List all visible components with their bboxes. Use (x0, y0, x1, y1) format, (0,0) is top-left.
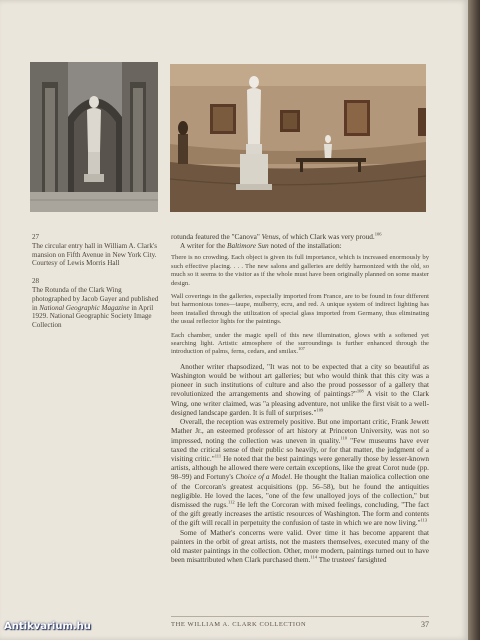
italic-text: Choice of a Model (235, 472, 291, 482)
caption-number: 28 (32, 277, 40, 286)
paragraph (171, 232, 429, 241)
text: Another writer rhapsodized, "It was not to be expected that a city so beautiful as Washington would be without art galleries; but who would think that this city was a pioneer in such institutions of culture and also the proud possessor of a gallery that revolutionized the arrangements and showing of paintings?" (171, 361, 429, 399)
running-title: THE WILLIAM A. CLARK COLLECTION (171, 621, 307, 628)
paragraph (171, 362, 429, 417)
footnote-ref: 114 (310, 554, 318, 560)
text: He noted that the best paintings were generally those by lesser-known artists, although he allowed there were certain exceptions, like the great Corot nude (pp. 98–99) and Fortuny's (171, 453, 430, 482)
footnote-ref: 108 (356, 389, 364, 395)
text: rotunda featured the "Canova" (171, 232, 262, 241)
text: He left the Corcoran with mixed feelings, concluding, "The fact of the gift greatly increases the artistic resources of Washington. The form and contents of the gift will recall in perpetuity the confusion of taste in which we are now living." (171, 499, 429, 528)
caption-text-end: in April 1929. National Geographic Society Image Collection (32, 303, 154, 330)
text: The trustees' farsighted (317, 555, 387, 565)
page-number: 37 (421, 620, 429, 629)
block-quote: There is no crowding. Each object is given its full importance, which is increased enormously by such effective placing. . . . The new salons and galleries are deftly harmonized with the old, so much so it seems to the visitor as if the whole must have been originally planned on some master design. (171, 254, 429, 287)
text: , of which Clark was very proud. (278, 232, 375, 241)
footnote-ref: 109 (316, 407, 324, 413)
footnote-ref: 112 (227, 499, 235, 505)
caption-italic: National Geographic Magazine (39, 303, 130, 312)
body-text (171, 232, 429, 564)
text: "Few museums have ever taxed the critical sense of their public so heavily, or for that matter, the judgment of a visiting critic." (171, 435, 429, 463)
italic-text: Venus (261, 232, 279, 241)
caption-28 (32, 277, 162, 330)
paragraph (171, 417, 429, 527)
caption-text: The circular entry hall in William A. Clark's mansion on Fifth Avenue in New York City. Courtesy of Lewis Morris Hall (32, 241, 157, 268)
text: noted of the installation: (268, 241, 342, 251)
footnote-ref: 113 (420, 517, 428, 523)
text: Overall, the reception was extremely positive. But one important critic, Frank Jewett Mather Jr., an esteemed professor of art history at Princeton University, was not so impressed, noting the collection was uneven in quality. (171, 417, 429, 445)
caption-text: The Rotunda of the Clark Wing photographed by Jacob Gayer and published in (32, 285, 159, 312)
text: . He thought the Italian maiolica collection one of the Corcoran's greatest acquisitions (pp. 56–58), but he found the antiquities negligible. He loved the laces, "one of the few unalloyed joys of the collection," but dismissed the rugs. (171, 472, 430, 509)
rotunda-photo (170, 64, 426, 212)
footnote-ref: 107 (298, 346, 305, 352)
text: Some of Mather's concerns were valid. Over time it has become apparent that painters in the orbit of great artists, not the masters themselves, executed many of the old master paintings in the collection. Other, more modern, paintings turned out to have been misattributed when Clark purchased them. (171, 527, 429, 565)
page-footer (171, 616, 429, 629)
italic-text: Baltimore Sun (227, 241, 269, 251)
text: Each chamber, under the magic spell of this new illumination, glows with a softened yet searching light. Artistic atmosphere of the surroundings is further enhanced through the introduction of palms, ferns, cedars, and smilax. (171, 331, 429, 356)
paragraph (171, 241, 429, 250)
footnote-ref: 106 (374, 231, 382, 237)
entry-hall-illustration (30, 62, 158, 212)
block-quote: Wall coverings in the galleries, especially imported from France, are to be found in four different but harmonious tones—taupe, mulberry, ecru, and red. A unique system of indirect lighting has been installed through the utilization of special glass imported from Germany, thus eliminating the usual reflector lights for the paintings. (171, 293, 429, 326)
text: A writer for the (180, 241, 228, 251)
text: A visit to the Clark Wing, one writer claimed, was "a pleasing adventure, not unlike the first visit to a well-designed landscape garden. It is full of surprises." (171, 389, 429, 417)
footnote-ref: 111 (214, 453, 222, 459)
caption-27 (32, 233, 162, 268)
entry-hall-photo (30, 62, 158, 212)
book-page-edge (468, 0, 480, 640)
rotunda-illustration (170, 64, 426, 212)
block-quote (171, 332, 429, 357)
footnote-ref: 110 (340, 435, 347, 441)
caption-number: 27 (32, 233, 40, 241)
watermark: Antikvarium.hu (4, 621, 91, 632)
photo-captions (32, 233, 162, 339)
paragraph (171, 528, 429, 565)
